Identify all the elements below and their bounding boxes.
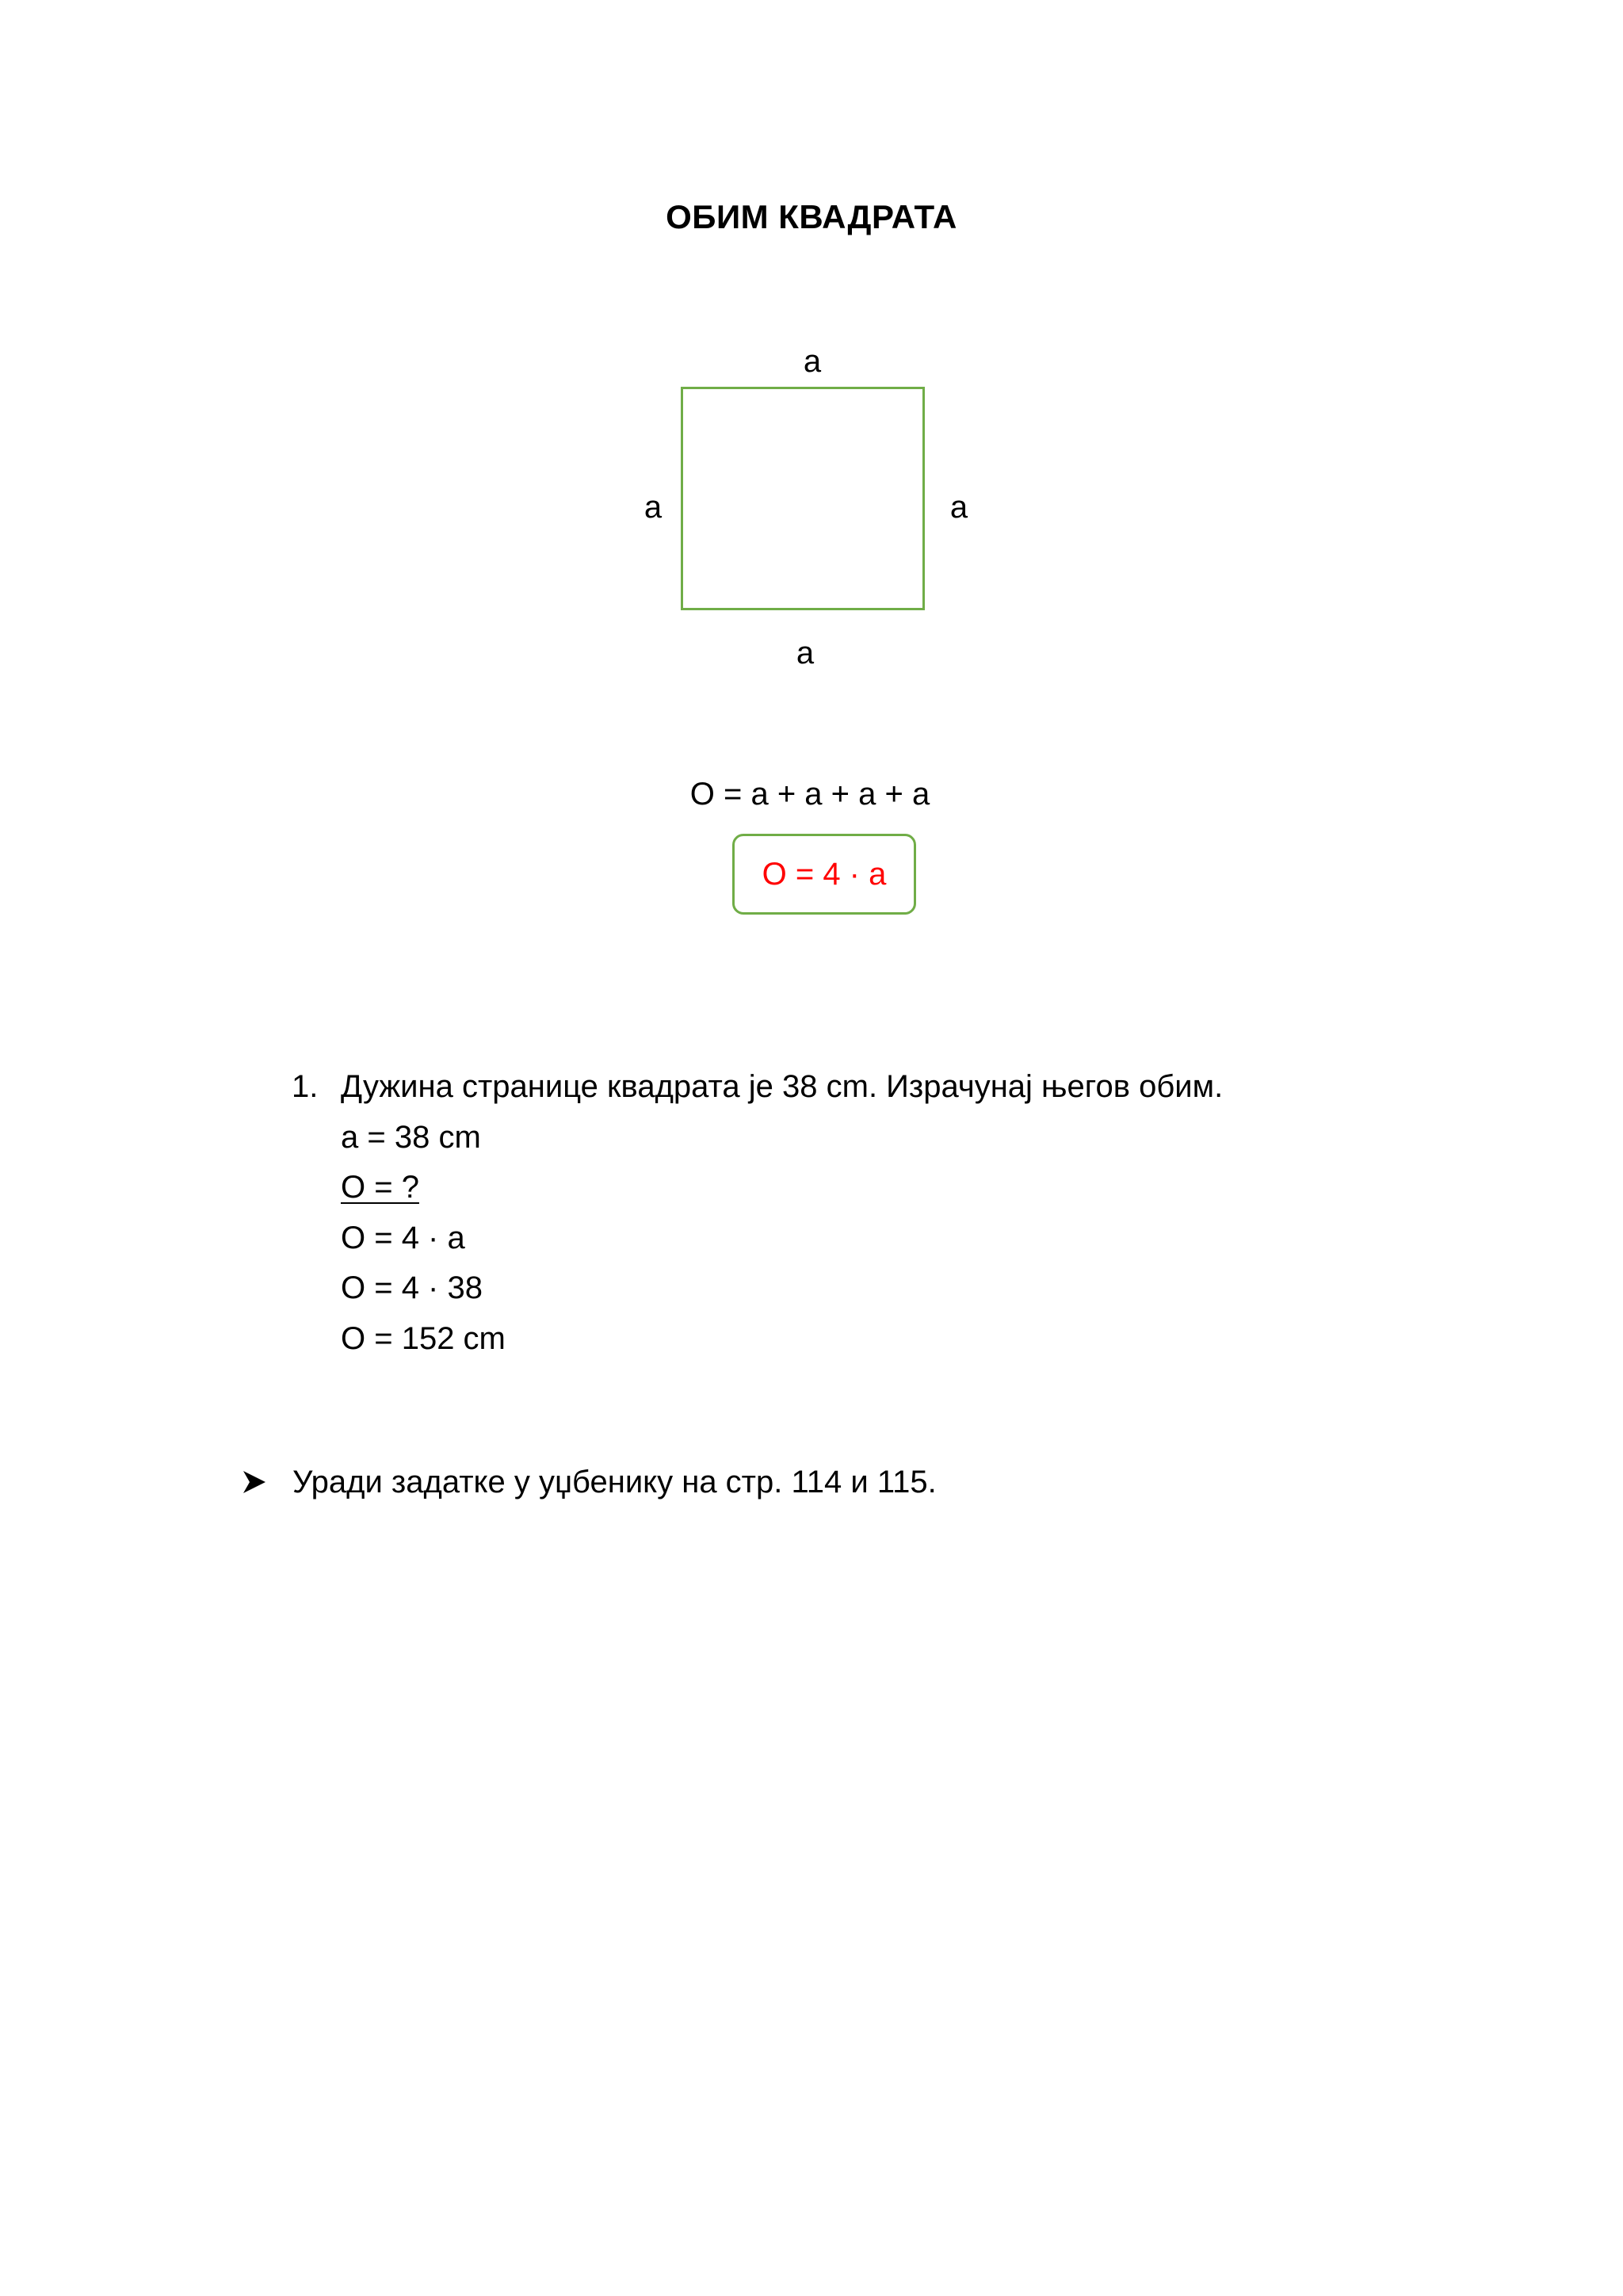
task-body	[341, 1062, 1223, 1364]
task-substitution: O = 4 · 38	[341, 1270, 483, 1305]
task-result: O = 152 cm	[341, 1320, 506, 1356]
perimeter-sum-formula	[0, 774, 1623, 814]
square-shape	[681, 387, 925, 610]
task-statement: Дужина странице квадрата је 38 cm. Израчунај његов обим.	[341, 1069, 1224, 1104]
perimeter-sum-text: O = a + a + a + a	[689, 777, 930, 812]
right-side-label: a	[949, 490, 968, 525]
arrowhead-bullet-icon	[242, 1469, 267, 1495]
perimeter-formula-text: O = 4 · a	[762, 857, 887, 892]
task-given: a = 38 cm	[341, 1119, 481, 1155]
perimeter-formula-box	[732, 834, 916, 915]
left-side-label: a	[643, 490, 663, 525]
homework-text: Уради задатке у уџбенику на стр. 114 и 115.	[292, 1465, 937, 1499]
page-title: ОБИМ КВАДРАТА	[666, 198, 957, 235]
bottom-side-label: a	[796, 636, 815, 670]
task-number: 1.	[292, 1069, 319, 1104]
task-formula: O = 4 · a	[341, 1220, 465, 1255]
task-unknown: O = ?	[341, 1170, 419, 1205]
top-side-label: a	[803, 344, 822, 379]
